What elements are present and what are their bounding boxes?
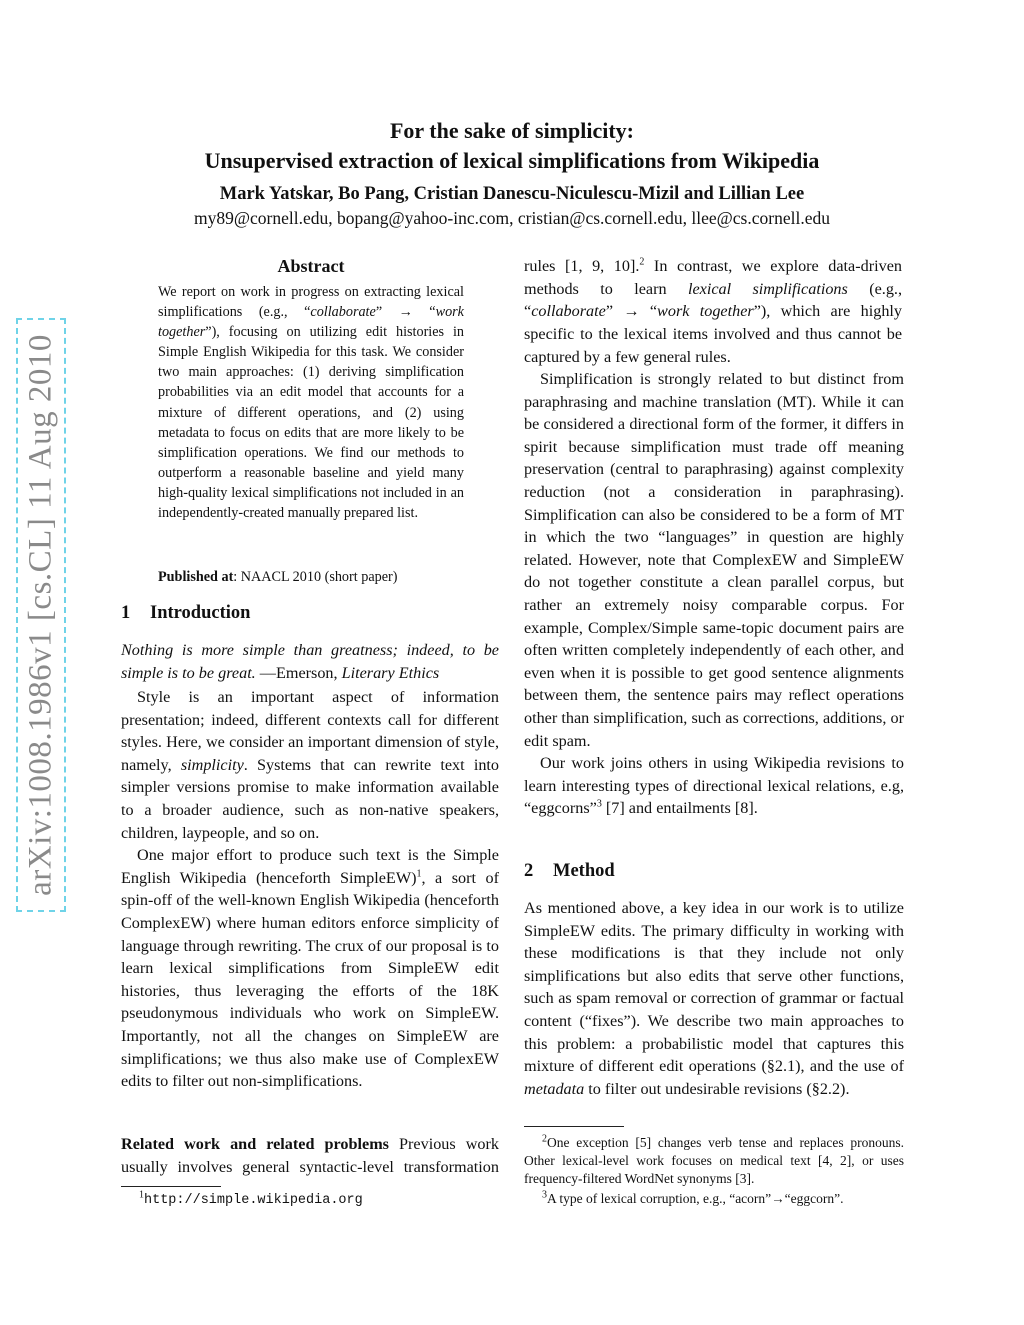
authors: Mark Yatskar, Bo Pang, Cristian Danescu-Niculescu-Mizil and Lillian Lee xyxy=(219,184,805,204)
abstract-text: We report on work in progress on extracting lexical simplifications (e.g., “collaborate” → “work together”), focusing on utilizing edit histories in Simple English Wikipedia for this task. We consider two main approaches: (1) deriving simplification probabilities via an edit model that accounts for a mixture of different operations, and (2) using metadata to focus on edits that are more likely to be simplification operations. We find our methods to outperform a reasonable baseline and yield many high-quality lexical simplifications not included in an independently-created manually prepared list. xyxy=(158,284,464,522)
paper-title-line1: For the sake of simplicity: xyxy=(389,118,634,143)
method-body xyxy=(524,897,904,1100)
footnote-3: $^3$A type of lexical corruption, e.g., “acorn”→“eggcorn”. xyxy=(542,1189,844,1206)
related-work-heading: Related work and related problems xyxy=(121,1135,389,1153)
arxiv-stamp xyxy=(16,318,66,912)
footnote-ref-1: 1 xyxy=(416,868,422,880)
footnote-rule-left xyxy=(121,1186,221,1187)
section-heading-method: 2 Method xyxy=(524,861,615,881)
intro-paragraph-4: Our work joins others in using Wikipedia revisions to learn interesting types of directional lexical relations, e.g, “eggcorns”$^3$ [7] and entailments [8]. xyxy=(524,754,904,818)
related-work-paragraph: Related work and related problems Previous work usually involves general syntactic-level transformation xyxy=(121,1135,499,1176)
intro-paragraph-3: Simplification is strongly related to but distinct from paraphrasing and machine translation (MT). While it can be considered a directional form of the former, it differs in spirit because simplification must trade off meaning preservation (central to paraphrasing) against complexity reduction (not a consideration in paraphrasing). Simplification can also be considered to be a form of MT in which the two “languages” in question are highly related. However, note that ComplexEW and SimpleEW do not together constitute a clean parallel corpus, but rather an extremely noisy comparable corpus. For example, Complex/Simple same-topic document pairs are often written completely independently of each other, and even when it is possible to get good sentence alignments between them, the sentence pairs may reflect operations other than simplification, such as corrections, additions, or edit spam. xyxy=(524,370,904,750)
intro-paragraph-2: One major effort to produce such text is the Simple English Wikipedia (henceforth SimpleEW)$^1$, a sort of spin-off of the well-known English Wikipedia (henceforth ComplexEW) where human editors enforce simplicity of language through rewriting. The crux of our proposal is to learn lexical simplifications from SimpleEW edit histories, thus leveraging the efforts of the 18K pseudonymous individuals who work on SimpleEW. Importantly, not all the changes on SimpleEW are simplifications; we thus also make use of ComplexEW edits to filter out non-simplifications. xyxy=(121,846,499,1091)
paper-title-line2: Unsupervised extraction of lexical simplifications from Wikipedia xyxy=(204,148,820,173)
intro-right-column xyxy=(524,255,904,820)
method-paragraph-1: As mentioned above, a key idea in our work is to utilize SimpleEW edits. The primary difficulty in working with these modifications is that they include not only simplifications but also edits that serve other functions, such as spam removal or correction of grammar or factual content (“fixes”). We describe two main approaches to this problem: a probabilistic model that captures this mixture of different edit operations (§2.1), and the use of metadata to filter out undesirable revisions (§2.2). xyxy=(524,899,904,1098)
footnote-ref-2-cont: 2 xyxy=(639,256,645,268)
abstract-heading: Abstract xyxy=(277,256,345,276)
footnote-2: $^2$One exception [5] changes verb tense and replaces pronouns. Other lexical-level work focuses on medical text [4, 2], or uses frequency-filtered WordNet synonyms [3]. xyxy=(524,1133,904,1186)
footnote-ref-3: 3 xyxy=(596,798,602,810)
section-heading-introduction: 1 Introduction xyxy=(121,603,251,623)
arxiv-id: arXiv:1008.1986v1 [cs.CL] 11 Aug 2010 xyxy=(22,334,59,896)
related-work-continuation: rules [1, 9, 10].$^2$ In contrast, we explore data-driven methods to learn lexical simplifications (e.g., “collaborate” → “work together”), which are highly specific to the lexical items involved and thus cannot be captured by a few general rules. xyxy=(524,256,903,366)
published-at: Published at: NAACL 2010 (short paper) xyxy=(158,569,398,585)
author-emails: my89@cornell.edu, bopang@yahoo-inc.com, cristian@cs.cornell.edu, llee@cs.cornell.edu xyxy=(194,208,830,228)
footnote-rule-right xyxy=(524,1126,624,1127)
epigraph: Nothing is more simple than greatness; indeed, to be simple is to be great. —Emerson, Literary Ethics xyxy=(121,641,499,682)
intro-paragraph-1: Style is an important aspect of information presentation; indeed, different contexts call for different styles. Here, we consider an important dimension of style, namely, simplicity. Systems that can rewrite text into simpler versions promise to make information available to a broader audience, such as non-native speakers, children, laypeople, and so on. xyxy=(121,688,500,842)
introduction-body xyxy=(121,686,499,1093)
footnote-1: $^1$http://simple.wikipedia.org xyxy=(139,1189,363,1208)
